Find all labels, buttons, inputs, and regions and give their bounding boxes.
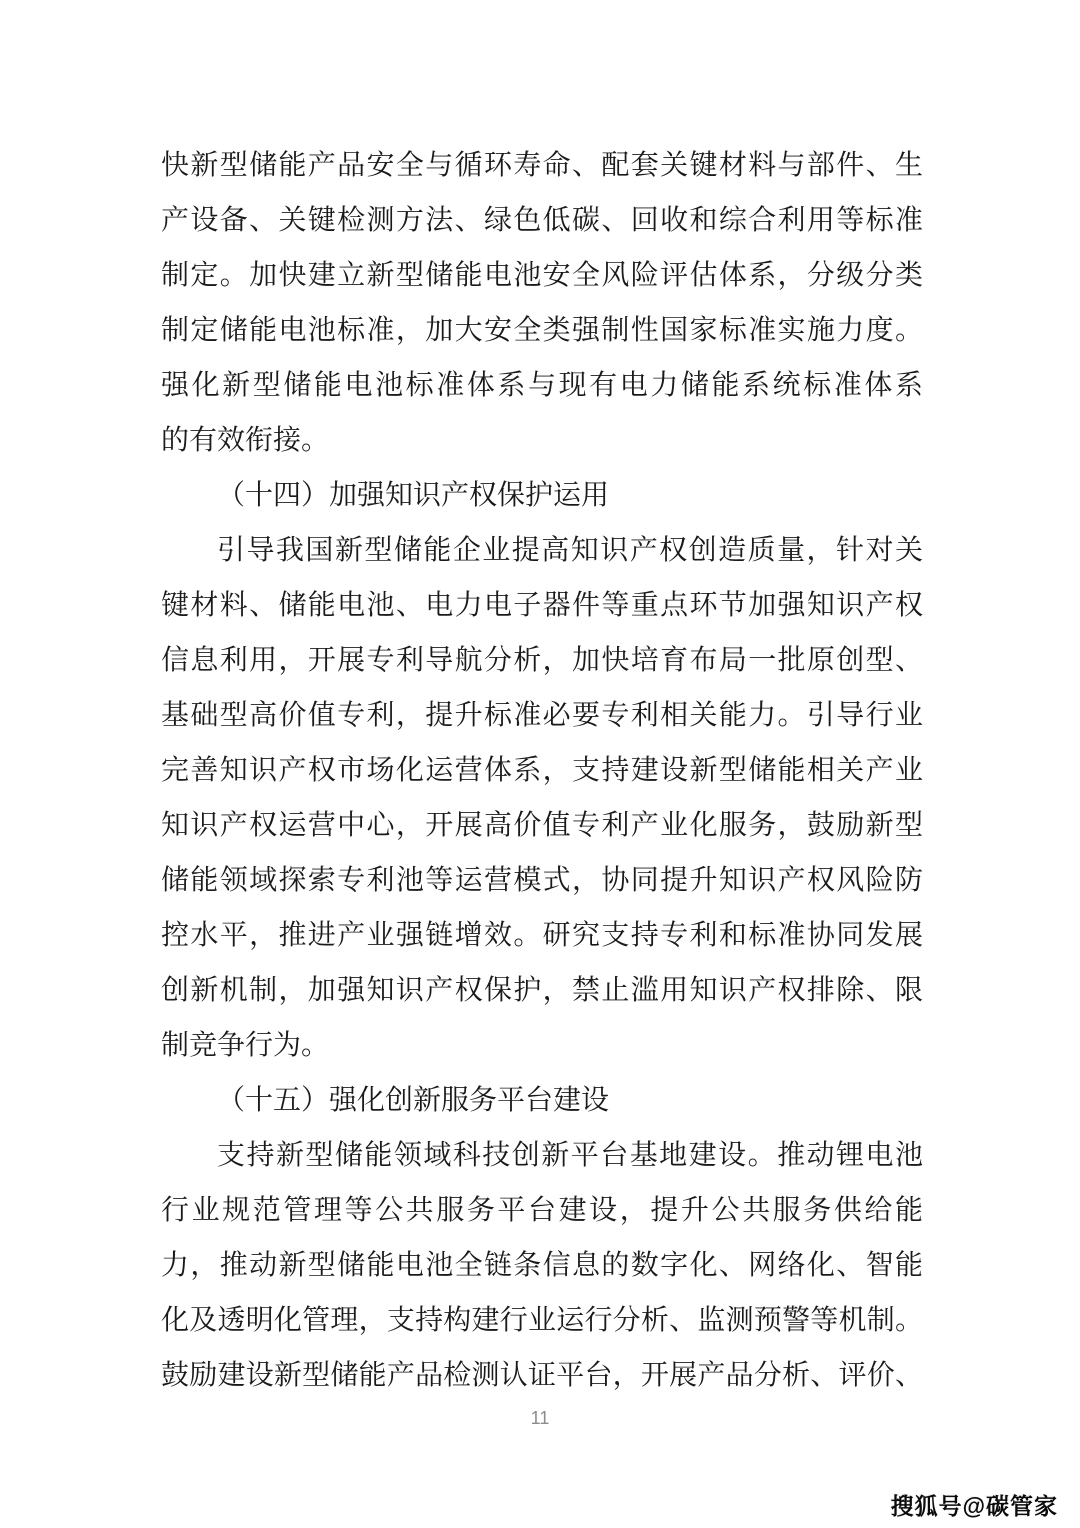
body-line: 制定。加快建立新型储能电池安全风险评估体系，分级分类 (161, 260, 923, 291)
sohu-watermark: 搜狐号@碳管家 (890, 1493, 1058, 1519)
body-line: 行业规范管理等公共服务平台建设，提升公共服务供给能 (161, 1195, 923, 1226)
body-line: 强化新型储能电池标准体系与现有电力储能系统标准体系 (161, 370, 923, 401)
body-line: 创新机制，加强知识产权保护，禁止滥用知识产权排除、限 (161, 975, 923, 1006)
body-line: 键材料、储能电池、电力电子器件等重点环节加强知识产权 (161, 590, 923, 621)
body-line: 制定储能电池标准，加大安全类强制性国家标准实施力度。 (161, 315, 923, 346)
page-number: 11 (530, 1408, 550, 1428)
document-body (161, 138, 923, 1403)
body-line: 知识产权运营中心，开展高价值专利产业化服务，鼓励新型 (161, 810, 923, 841)
body-line: 完善知识产权市场化运营体系，支持建设新型储能相关产业 (161, 755, 923, 786)
body-line: 鼓励建设新型储能产品检测认证平台，开展产品分析、评价、 (161, 1360, 923, 1391)
body-line: 化及透明化管理，支持构建行业运行分析、监测预警等机制。 (161, 1305, 923, 1336)
body-line: 信息利用，开展专利导航分析，加快培育布局一批原创型、 (161, 645, 923, 676)
paragraph-end-line: 制竞争行为。 (161, 1030, 330, 1061)
body-line: 储能领域探索专利池等运营模式，协同提升知识产权风险防 (161, 865, 923, 896)
section-heading-15: （十五）强化创新服务平台建设 (217, 1085, 610, 1116)
paragraph-end-line: 的有效衔接。 (161, 425, 330, 456)
paragraph-first-line: 支持新型储能领域科技创新平台基地建设。推动锂电池 (217, 1140, 923, 1171)
section-heading-14: （十四）加强知识产权保护运用 (217, 480, 610, 511)
body-line: 力，推动新型储能电池全链条信息的数字化、网络化、智能 (161, 1250, 923, 1281)
paragraph-first-line: 引导我国新型储能企业提高知识产权创造质量，针对关 (217, 535, 923, 566)
body-line: 基础型高价值专利，提升标准必要专利相关能力。引导行业 (161, 700, 923, 731)
body-line: 产设备、关键检测方法、绿色低碳、回收和综合利用等标准 (161, 205, 923, 236)
body-line: 控水平，推进产业强链增效。研究支持专利和标准协同发展 (161, 920, 923, 951)
body-line: 快新型储能产品安全与循环寿命、配套关键材料与部件、生 (161, 150, 923, 181)
